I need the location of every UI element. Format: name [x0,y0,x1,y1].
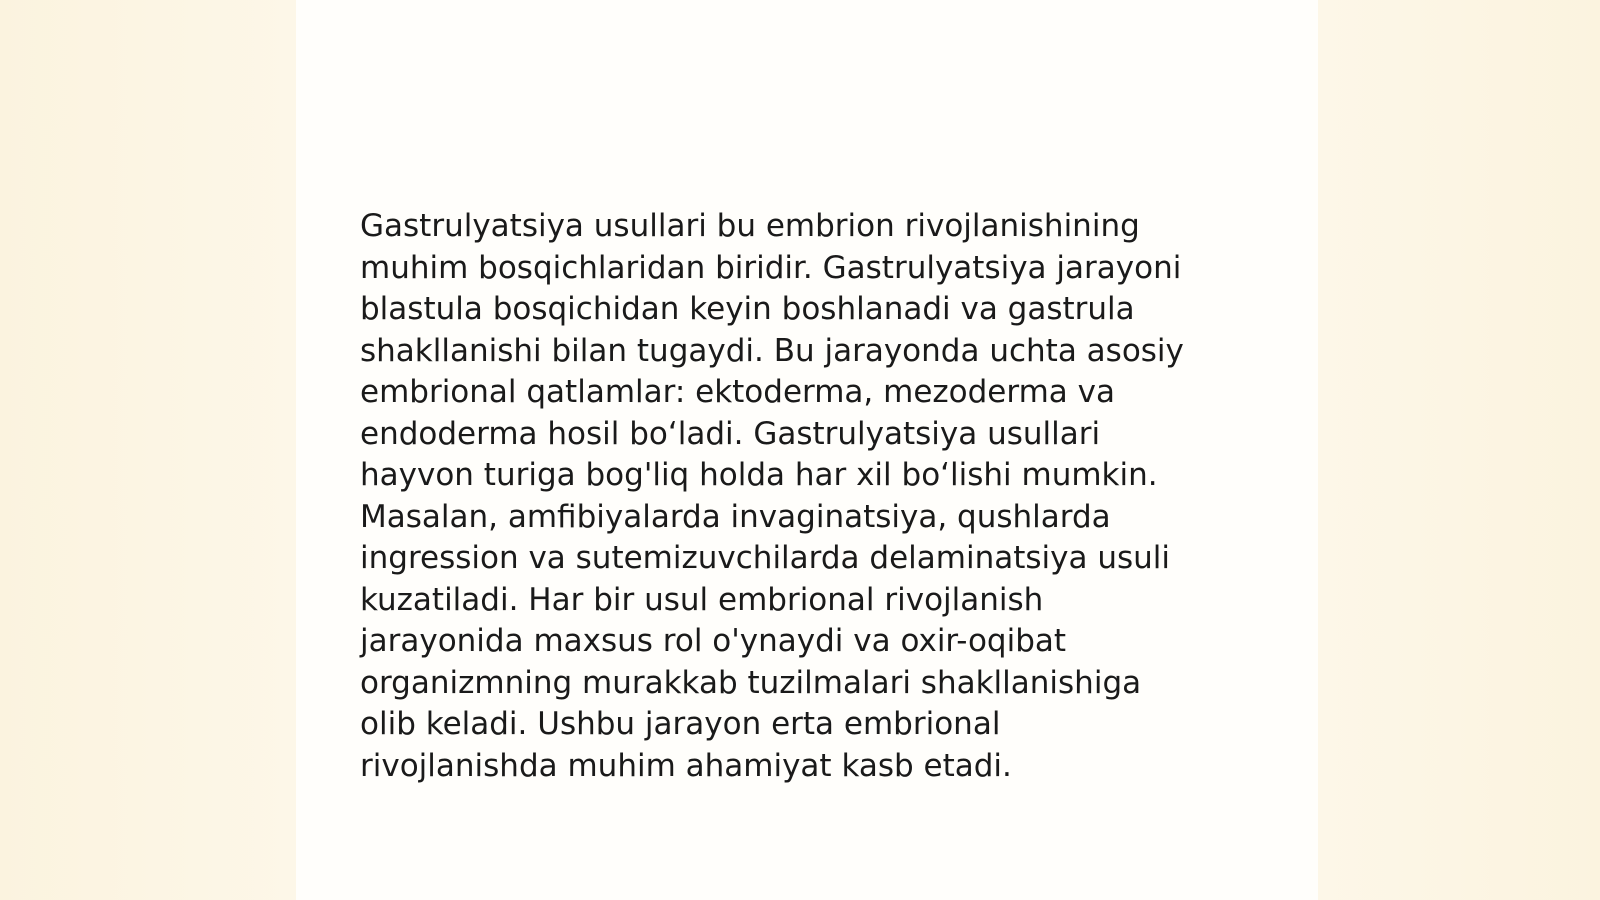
background-left-panel [0,0,296,900]
slide-body-text: Gastrulyatsiya usullari bu embrion rivojlanishining muhim bosqichlaridan biridir. Gastrulyatsiya jarayoni blastula bosqichidan keyin boshlanadi va gastrula shakllanishi bilan tugaydi. Bu jarayonda uchta asosiy embrional qatlamlar: ektoderma, mezoderma va endoderma hosil bo‘ladi. Gastrulyatsiya usullari hayvon turiga bog'liq holda har xil bo‘lishi mumkin. Masalan, amfibiyalarda invaginatsiya, qushlarda ingression va sutemizuvchilarda delaminatsiya usuli kuzatiladi. Har bir usul embrional rivojlanish jarayonida maxsus rol o'ynaydi va oxir-oqibat organizmning murakkab tuzilmalari shakllanishiga olib keladi. Ushbu jarayon erta embrional rivojlanishda muhim ahamiyat kasb etadi. [360,208,1184,784]
background-right-panel [1318,0,1600,900]
slide [296,0,1318,900]
